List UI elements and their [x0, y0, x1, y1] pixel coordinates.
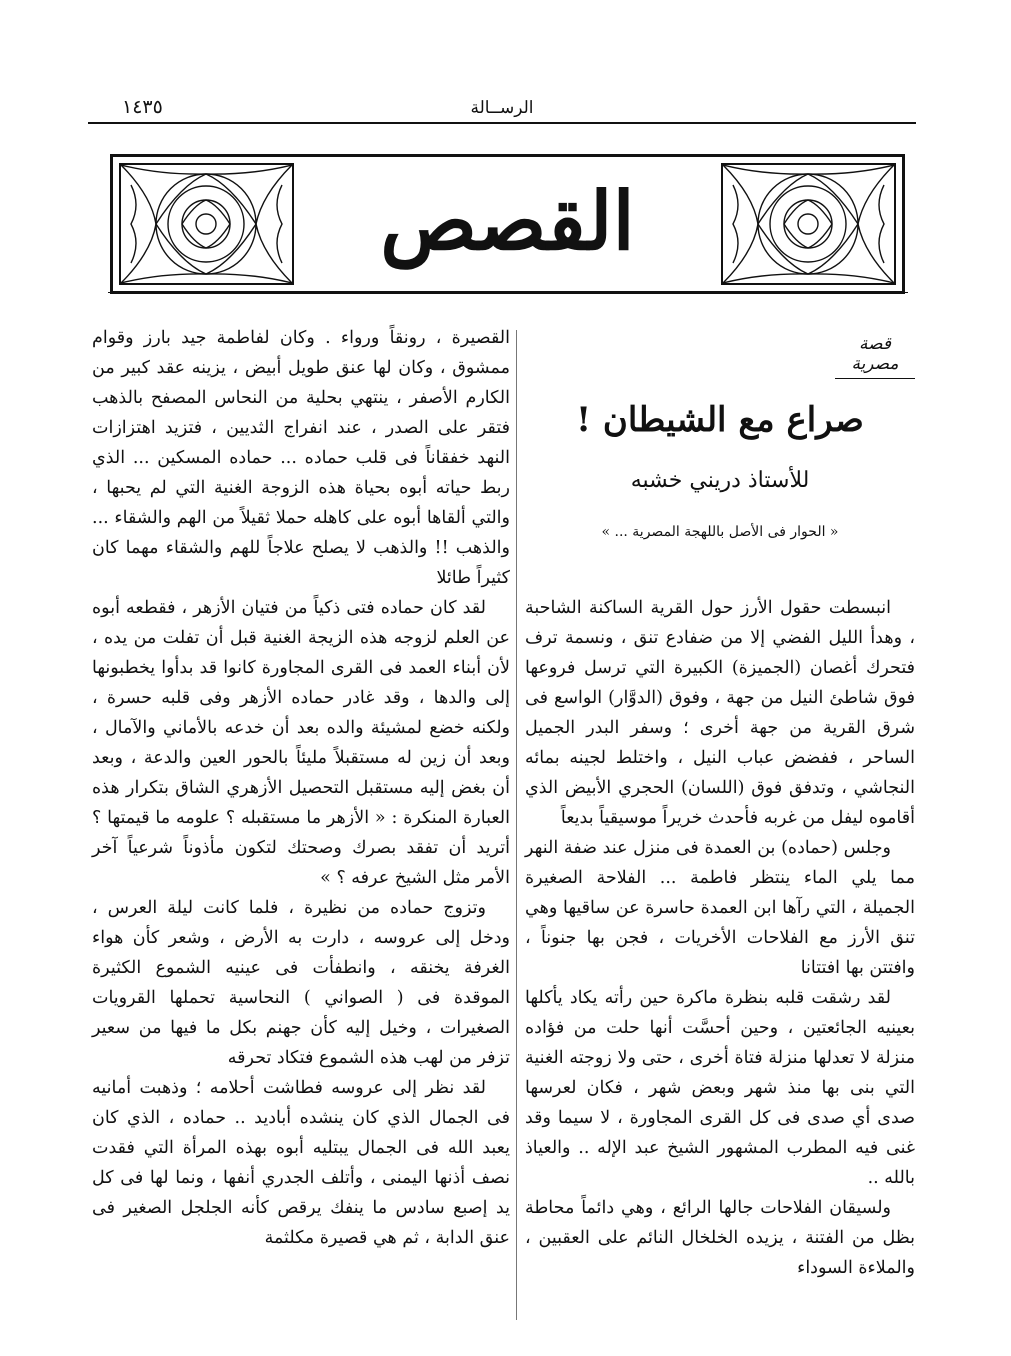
story-title: صراع مع الشيطان ! [576, 400, 864, 440]
paragraph: لقد رشقت قلبه بنظرة ماكرة حين رأته يكاد يأكلها بعينيه الجائعتين ، وحين أحسَّت أنها حلت من فؤاده منزلة لا تعدلها منزلة فتاة أخرى ، حتى ولا زوجته الغنية التي بنى بها منذ شهر وبعض شهر ، فكان لعرسها صدى أي صدى فى كل القرى المجاورة ، لا سيما وقد غنى فيه المطرب المشهور الشيخ عبد الإله .. والعياذ بالله .. [525, 988, 915, 1188]
section-banner [110, 154, 905, 294]
page-number: ١٤٣٥ [122, 96, 163, 118]
story-tag: قصة مصرية [835, 334, 915, 379]
banner-rule [108, 292, 908, 293]
paragraph: انبسطت حقول الأرز حول القرية الساكنة الشاحبة ، وهدأ الليل الفضي إلا من ضفادع تنق ، ونسمة ترف فتحرك أغصان (الجميزة) الكبيرة التي ترسل فروعها فوق شاطئ النيل من جهة ، وفوق (الدوَّار) الواسع فى شرق القرية من جهة أخرى ؛ وسفر البدر الجميل الساحر ، ففضض عباب النيل ، واختلط لجينه بمائه النجاشي ، وتدفق فوق (اللسان) الحجري الأبيض الذي أقاموه ليفل من غربه فأحدث خريراً موسيقياً بديعاً [525, 598, 915, 828]
right-column [525, 593, 915, 1283]
running-head [92, 96, 912, 124]
paragraph: القصيرة ، رونقاً ورواء . وكان لفاطمة جيد بارز وقوام ممشوق ، وكان لها عنق طويل أبيض ، يزينه عقد كبير من الكارم الأصفر ، ينتهي بحلية من النحاس المصفح بالذهب فتقر على الصدر ، عند انفراج الثديين ، فتزيد اهتزازات النهد خفقاناً فى قلب حماده ... حماده المسكين ... الذي ربط حياته أبوه بحياة هذه الزوجة الغنية التي لم يحبها ، والتي ألقاها أبوه على كاهله حملا ثقيلاً من الهم والشقاء ... والذهب !! والذهب لا يصلح علاجاً للهم والشقاء مهما كان كثيراً طائلا [92, 328, 510, 588]
paragraph: لقد نظر إلى عروسه فطاشت أحلامه ؛ وذهبت أمانيه فى الجمال الذي كان ينشده أباديد .. حماده ، الذي كان يعبد الله فى الجمال يبتليه أبوه بهذه المرأة التي فقدت نصف أذنها اليمنى ، وأتلف الجدري أنفها ، ونما لها فى كل يد إصبع سادس ما ينفك يرقص كأنه الجلجل الصغير فى عنق الدابة ، ثم هي قصيرة مكلثمة [92, 1078, 510, 1248]
left-column [92, 323, 510, 1253]
paragraph: وتزوج حماده من نظيرة ، فلما كانت ليلة العرس ، ودخل إلى عروسه ، دارت به الأرض ، وشعر كأن هواء الغرفة يخنقه ، وانطفأت فى عينيه الشموع الكثيرة الموقدة فى ( الصواني ) النحاسية تحملها القرويات الصغيرات ، وخيل إليه كأن جهنم بكل ما فيها من سعير تزفر من لهب هذه الشموع فتكاد تحرقه [92, 898, 510, 1068]
arabesque-ornament-left [119, 163, 294, 285]
paragraph: وجلس (حماده) بن العمدة فى منزل عند ضفة النهر مما يلي الماء ينتظر فاطمة ... الفلاحة الصغيرة الجميلة ، التي رآها ابن العمدة حاسرة عن ساقيها وهي تنق الأرز مع الفلاحات الأخريات ، فجن بها جنوناً ، وافتتن بها افتتانا [525, 838, 915, 978]
arabesque-ornament-right [721, 163, 896, 285]
story-author: للأستاذ دريني خشبه [630, 468, 810, 493]
dialect-note: « الحوار فى الأصل باللهجة المصرية ... » [601, 524, 839, 540]
column-divider [516, 330, 517, 1320]
running-title: الرســالة [470, 98, 534, 118]
section-word: القصص [380, 174, 635, 268]
paragraph: ولسيقان الفلاحات جالها الرائع ، وهي دائماً محاطة بظل من الفتنة ، يزيده الخلخال النائم على العقبين ، والملاءة السوداء [525, 1198, 915, 1278]
paragraph: لقد كان حماده فتى ذكياً من فتيان الأزهر ، فقطعه أبوه عن العلم لزوجه هذه الزيجة الغنية قبل أن تفلت من يده ، لأن أبناء العمد فى القرى المجاورة كانوا قد بدأوا يخطبونها إلى والدها ، وقد غادر حماده الأزهر وفى قلبه حسرة ، ولكنه خضع لمشيئة والده بعد أن خدعه بالأماني والآمال ، وبعد أن زين له مستقبلاً مليئاً بالحور العين والدعة ، وبعد أن بغض إليه مستقبل التحصيل الأزهري الشاق بتكرار هذه العبارة المنكرة : « الأزهر ما مستقبله ؟ علومه ما قيمتها ؟ أتريد أن تفقد بصرك وصحتك لتكون مأذوناً شرعياً آخر الأمر مثل الشيخ عرفه ؟ » [92, 598, 510, 888]
header-rule [88, 122, 916, 124]
